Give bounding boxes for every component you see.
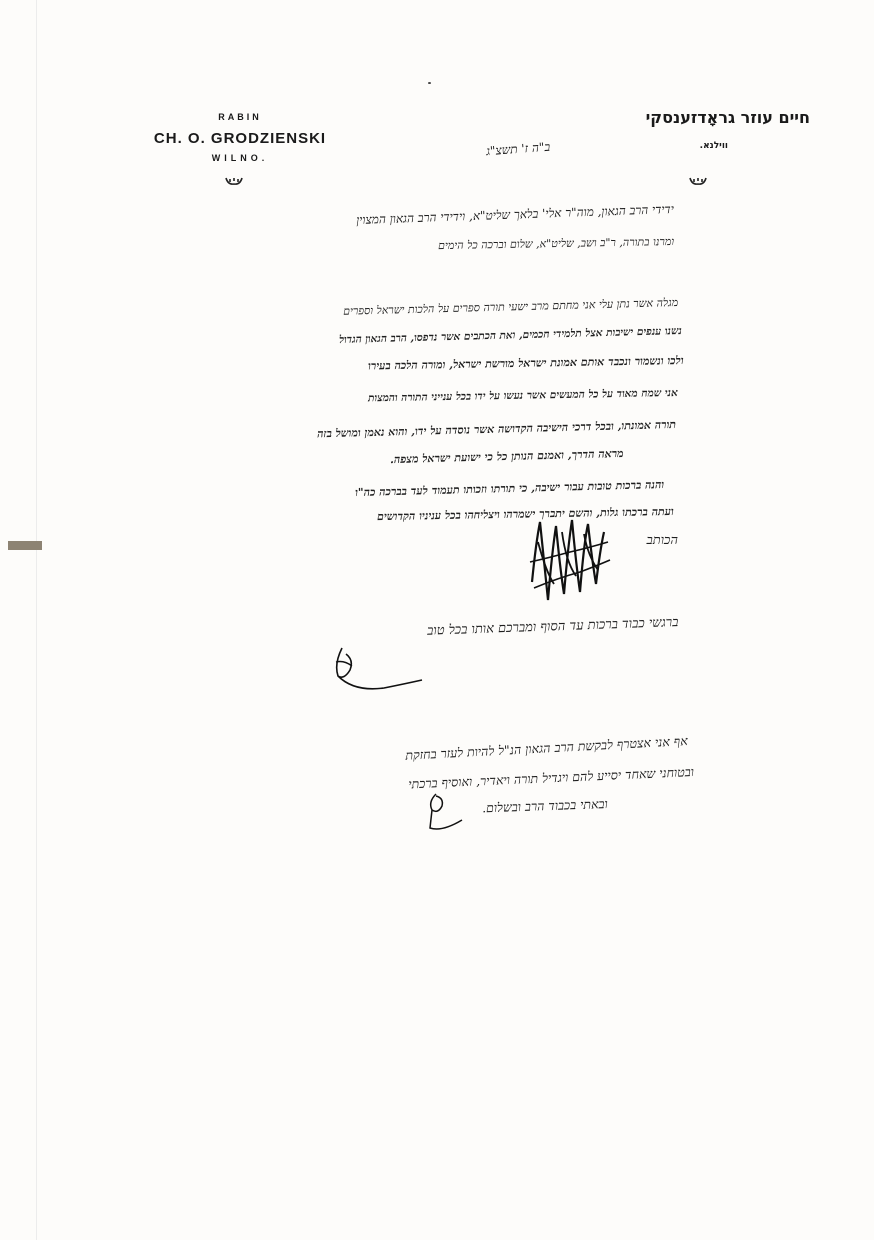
letterhead-city: WILNO. [211, 153, 269, 163]
body-line: והנה ברכות טובות עבור ישיבה, כי תורתו וזכותו תעמוד לעד בברכה כה"ו [354, 478, 665, 500]
letterhead-hebrew [600, 108, 810, 151]
letterhead-hebrew-name: חיים עוזר גראָדזענסקי [645, 108, 810, 127]
binder-mark [8, 541, 42, 550]
postscript-line: ובטוחני שאחד יסייע להם ויגדיל תורה ויאדיר, ואוסיף ברכתי [408, 764, 695, 792]
closing-line: ברגשי כבוד ברכות עד הסוף ומברכם אותו בכל טוב [426, 615, 679, 639]
signature-initial [418, 788, 468, 836]
signature-small [324, 640, 428, 698]
letterhead-name: CH. O. GRODZIENSKI [153, 130, 327, 147]
body-line: ולכו ונשמור ונכבד אותם אמונת ישראל מורשת ישראל, ומורה הלכה בעירו [368, 354, 685, 373]
postscript-line: אף אני אצטרף לבקשת הרב הגאון הנ"ל להיות לעזר בחזקת [405, 733, 689, 763]
body-line: אני שמח מאוד על כל המעשים אשר נעשו על ידו בכל ענייני התורה והמצות [368, 387, 679, 405]
body-line: מגלה אשר נתן עלי אני מחתם מרב ישעי תורה ספרים על הלכות ישראל וספרים [342, 296, 679, 318]
letterhead-latin [140, 112, 340, 163]
signature-scribble [518, 512, 614, 608]
page-edge [36, 0, 37, 1240]
body-line: מראה הדרך, ואמנם הנותן כל כי ישועת ישראל מצפה. [390, 447, 625, 467]
body-line: נשנו ענפים ישיבות אצל תלמידי חכמים, ואת הכתבים אשר נדפסו, הרב הגאון הגדול [339, 325, 683, 346]
postscript-line: ובאתי בכבוד הרב ובשלום. [482, 796, 609, 816]
date-line: ב"ה ז' תשצ"ג [485, 139, 551, 159]
body-line: הכותב [646, 533, 678, 548]
letterhead-hebrew-city: ווילנא. [699, 141, 728, 151]
crown-ornament-icon [224, 176, 244, 186]
ink-speck [428, 82, 431, 84]
letterhead-title: RABIN [218, 112, 262, 122]
salutation-line: ידידי הרב הגאון, מוה"ר אלי' בלאך שליט"א, וידידי הרב הגאון המצוין [356, 202, 675, 228]
body-line: תורה אמונתו, ובכל דרכי הישיבה הקדושה אשר נוסדה על ידו, והוא נאמן ומושל בזה [316, 418, 677, 441]
body-line: ועתה ברכתו גלות, והשם יתברך ישמרהו ויצליחהו בכל עניניו הקדושים [377, 505, 675, 524]
salutation-line: ומרנו בתורה, ר"ב ושב, שליט"א, שלום וברכה כל הימים [437, 235, 675, 253]
crown-ornament-icon [688, 176, 708, 186]
